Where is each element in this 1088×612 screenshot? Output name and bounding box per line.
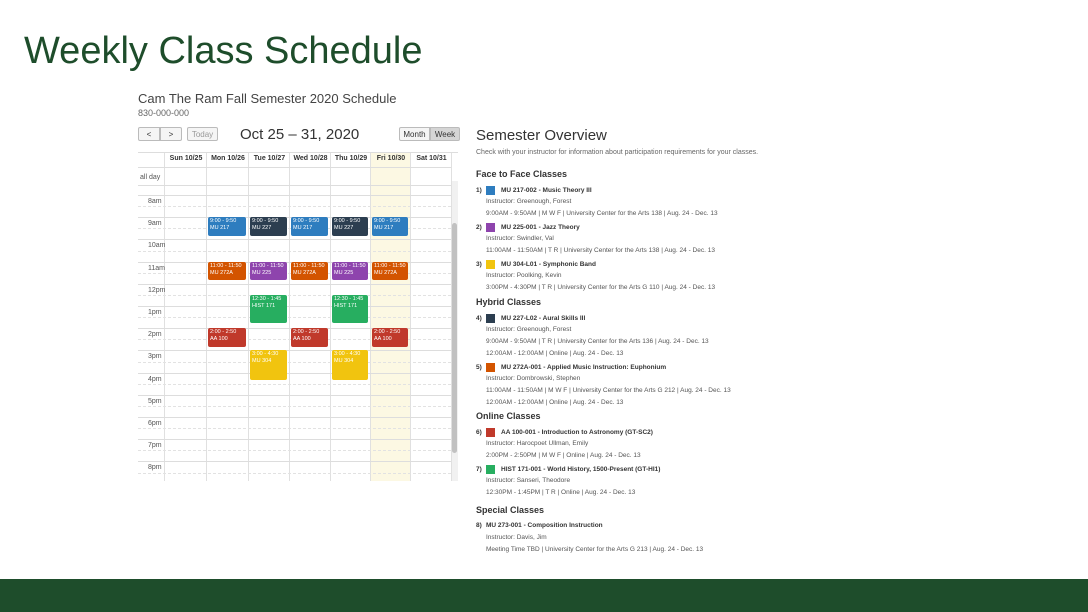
course-meeting: Meeting Time TBD | University Center for the Arts G 213 | Aug. 24 - Dec. 13 (486, 546, 704, 553)
course-item (476, 465, 660, 474)
hour-line (138, 195, 451, 196)
student-id: 830-000-000 (138, 108, 190, 118)
event-course: MU 217 (293, 225, 313, 232)
course-item (476, 428, 653, 437)
event-course: MU 217 (374, 225, 394, 232)
footer-bar (0, 579, 1088, 612)
course-meeting: 9:00AM - 9:50AM | M W F | University Center for the Arts 138 | Aug. 24 - Dec. 13 (486, 210, 718, 217)
event-course: MU 304 (334, 358, 354, 365)
header-divider (138, 167, 451, 168)
time-label: 11am (148, 264, 165, 272)
event-time: 3:00 - 4:30 (252, 351, 279, 358)
event-course: MU 227 (252, 225, 272, 232)
course-meeting: 2:00PM - 2:50PM | M W F | Online | Aug. 24 - Dec. 13 (486, 452, 641, 459)
calendar-event[interactable] (208, 217, 246, 235)
event-course: MU 272A (293, 269, 316, 276)
course-name: MU 217-002 - Music Theory III (501, 187, 592, 194)
course-meeting: 12:30PM - 1:45PM | T R | Online | Aug. 24 - Dec. 13 (486, 489, 636, 496)
event-time: 2:00 - 2:50 (374, 329, 401, 336)
time-label: 6pm (148, 420, 162, 427)
course-meeting: 3:00PM - 4:30PM | T R | University Center for the Arts G 110 | Aug. 24 - Dec. 13 (486, 284, 716, 291)
event-course: HIST 171 (252, 302, 276, 309)
day-header: Fri 10/30 (376, 155, 406, 162)
event-course: AA 100 (293, 336, 311, 343)
time-label: 4pm (148, 375, 162, 383)
event-course: MU 304 (252, 358, 272, 365)
event-course: AA 100 (374, 336, 392, 343)
week-calendar[interactable] (138, 152, 458, 481)
hour-line (138, 461, 451, 462)
time-label: 7pm (148, 442, 162, 450)
time-label: 5pm (148, 397, 162, 405)
half-hour-line (138, 450, 451, 451)
event-time: 11:00 - 11:50 (334, 262, 366, 269)
course-instructor: Instructor: Dombrowski, Stephen (486, 375, 581, 382)
course-name: MU 304-L01 - Symphonic Band (501, 261, 596, 268)
course-name: MU 227-L02 - Aural Skills III (501, 315, 586, 322)
event-time: 9:00 - 9:50 (334, 218, 361, 225)
hour-line (138, 284, 451, 285)
course-name: MU 225-001 - Jazz Theory (501, 224, 580, 231)
course-item (476, 186, 592, 195)
event-course: AA 100 (210, 336, 228, 343)
chevron-left-icon: < (146, 129, 152, 139)
half-hour-line (138, 206, 451, 207)
event-time: 11:00 - 11:50 (293, 262, 325, 269)
course-meeting: 9:00AM - 9:50AM | T R | University Center for the Arts 136 | Aug. 24 - Dec. 13 (486, 338, 709, 345)
course-number: 6) (476, 429, 482, 436)
half-hour-line (138, 362, 451, 363)
course-instructor: Instructor: Greenough, Forest (486, 198, 572, 205)
time-label: 8am (148, 198, 162, 205)
header-divider (138, 185, 451, 186)
hour-line (138, 350, 451, 351)
course-instructor: Instructor: Sanseri, Theodore (486, 477, 571, 484)
event-time: 9:00 - 9:50 (293, 218, 320, 225)
month-view-button[interactable]: Month (399, 127, 430, 141)
course-number: 5) (476, 364, 482, 371)
overview-section-title: Online Classes (476, 411, 541, 421)
course-color-swatch (486, 465, 495, 474)
course-color-swatch (486, 186, 495, 195)
course-color-swatch (486, 260, 495, 269)
course-name: MU 273-001 - Composition Instruction (486, 522, 603, 529)
calendar-event[interactable] (208, 262, 246, 280)
course-meeting: 11:00AM - 11:50AM | M W F | University Center for the Arts G 212 | Aug. 24 - Dec. 13 (486, 387, 731, 394)
course-color-swatch (486, 223, 495, 232)
hour-line (138, 417, 451, 418)
half-hour-line (138, 473, 451, 474)
calendar-event[interactable] (291, 217, 328, 235)
course-item (476, 260, 596, 269)
day-header: Thu 10/29 (334, 155, 368, 162)
half-hour-line (138, 406, 451, 407)
event-time: 9:00 - 9:50 (374, 218, 401, 225)
event-course: MU 227 (334, 225, 354, 232)
day-header: Sat 10/31 (416, 155, 447, 162)
course-number: 4) (476, 315, 482, 322)
course-instructor: Instructor: Greenough, Forest (486, 326, 572, 333)
event-time: 3:00 - 4:30 (334, 351, 361, 358)
course-instructor: Instructor: Swindler, Val (486, 235, 554, 242)
course-item (476, 522, 603, 529)
day-header: Mon 10/26 (211, 155, 245, 162)
overview-section-title: Face to Face Classes (476, 169, 568, 179)
event-time: 9:00 - 9:50 (252, 218, 279, 225)
half-hour-line (138, 428, 451, 429)
hour-line (138, 239, 451, 240)
hour-line (138, 395, 451, 396)
event-time: 11:00 - 11:50 (374, 262, 406, 269)
course-number: 2) (476, 224, 482, 231)
time-label: 9am (148, 220, 162, 228)
time-label: 12pm (148, 286, 166, 294)
calendar-event[interactable] (208, 328, 246, 346)
calendar-event[interactable] (372, 217, 408, 235)
event-course: MU 225 (334, 269, 354, 276)
course-number: 7) (476, 466, 482, 473)
slide-title: Weekly Class Schedule (24, 30, 423, 72)
day-header: Tue 10/27 (253, 155, 286, 162)
overview-note: Check with your instructor for information about participation requirements for your classes. (476, 149, 759, 156)
next-week-button[interactable] (160, 127, 182, 141)
event-time: 2:00 - 2:50 (293, 329, 320, 336)
course-item (476, 363, 666, 372)
course-color-swatch (486, 314, 495, 323)
calendar-event[interactable] (291, 328, 328, 346)
course-instructor: Instructor: Harocpoet Ullman, Emily (486, 440, 589, 447)
schedule-title: Cam The Ram Fall Semester 2020 Schedule (138, 91, 397, 106)
event-time: 12:30 - 1:45 (334, 295, 364, 302)
course-color-swatch (486, 363, 495, 372)
hour-line (138, 373, 451, 374)
course-item (476, 223, 580, 232)
event-time: 2:00 - 2:50 (210, 329, 237, 336)
half-hour-line (138, 384, 451, 385)
week-view-button[interactable]: Week (430, 127, 460, 141)
overview-section-title: Special Classes (476, 505, 545, 515)
course-instructor: Instructor: Poolking, Kevin (486, 272, 562, 279)
time-label: 8pm (148, 464, 162, 472)
course-number: 3) (476, 261, 482, 268)
all-day-label: all day (140, 174, 161, 181)
time-label: 10am (148, 242, 166, 250)
event-time: 12:30 - 1:45 (252, 295, 282, 302)
time-label: 2pm (148, 331, 162, 339)
calendar-event[interactable] (372, 328, 408, 346)
course-meeting: 12:00AM - 12:00AM | Online | Aug. 24 - Dec. 13 (486, 350, 624, 357)
event-course: MU 272A (374, 269, 397, 276)
course-name: MU 272A-001 - Applied Music Instruction: Euphonium (501, 364, 667, 371)
time-label: 1pm (148, 309, 162, 316)
course-name: AA 100-001 - Introduction to Astronomy (GT-SC2) (501, 429, 653, 436)
time-label: 3pm (148, 353, 162, 361)
calendar-event[interactable] (332, 350, 368, 380)
course-item (476, 314, 585, 323)
calendar-event[interactable] (250, 217, 287, 235)
half-hour-line (138, 251, 451, 252)
calendar-event[interactable] (332, 295, 368, 323)
day-column-divider (451, 153, 452, 481)
chevron-right-icon: > (168, 129, 174, 139)
calendar-event[interactable] (250, 262, 287, 280)
course-meeting: 11:00AM - 11:50AM | T R | University Center for the Arts 138 | Aug. 24 - Dec. 13 (486, 247, 715, 254)
calendar-event[interactable] (372, 262, 408, 280)
course-meeting: 12:00AM - 12:00AM | Online | Aug. 24 - Dec. 13 (486, 399, 624, 406)
overview-title: Semester Overview (476, 127, 607, 144)
prev-week-button[interactable] (138, 127, 160, 141)
date-range-title: Oct 25 – 31, 2020 (240, 126, 360, 143)
course-name: HIST 171-001 - World History, 1500-Present (GT-HI1) (501, 466, 661, 473)
event-time: 11:00 - 11:50 (210, 262, 242, 269)
calendar-event[interactable] (332, 262, 368, 280)
event-course: MU 225 (252, 269, 272, 276)
today-button[interactable]: Today (187, 127, 218, 141)
overview-section-title: Hybrid Classes (476, 297, 542, 307)
course-instructor: Instructor: Davis, Jim (486, 534, 547, 541)
course-number: 8) (476, 522, 482, 529)
calendar-event[interactable] (250, 295, 287, 323)
calendar-event[interactable] (332, 217, 368, 235)
event-time: 9:00 - 9:50 (210, 218, 237, 225)
event-time: 11:00 - 11:50 (252, 262, 284, 269)
calendar-event[interactable] (250, 350, 287, 380)
course-number: 1) (476, 187, 482, 194)
event-course: HIST 171 (334, 302, 358, 309)
course-color-swatch (486, 428, 495, 437)
day-header: Wed 10/28 (293, 155, 328, 162)
day-header: Sun 10/25 (169, 155, 203, 162)
event-course: MU 272A (210, 269, 233, 276)
hour-line (138, 439, 451, 440)
calendar-event[interactable] (291, 262, 328, 280)
event-course: MU 217 (210, 225, 230, 232)
half-hour-line (138, 317, 451, 318)
half-hour-line (138, 295, 451, 296)
calendar-scroll-thumb[interactable] (452, 223, 457, 453)
hour-line (138, 306, 451, 307)
